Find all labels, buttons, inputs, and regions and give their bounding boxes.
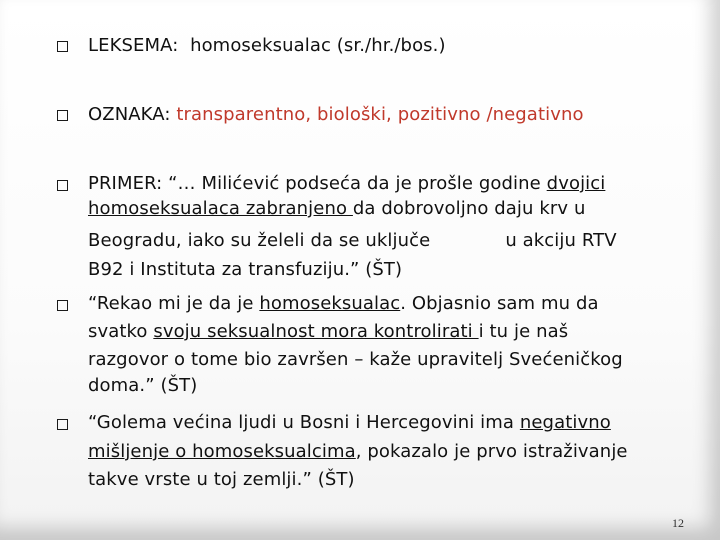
- quote3-line-1: [88, 412, 611, 434]
- bullet-square-icon: [57, 419, 68, 430]
- bullet-square-icon: [57, 41, 68, 52]
- bullet-square-icon: [57, 300, 68, 311]
- primer-line-3: [88, 230, 617, 252]
- underlined-text: homoseksualaca zabranjeno: [88, 198, 353, 219]
- text-span: B92 i Instituta za transfuziju.” (ŠT): [88, 259, 403, 280]
- quote2-line-1: [88, 293, 599, 315]
- bullet-square-icon: [57, 180, 68, 191]
- text-span: “Golema većina ljudi u Bosni i Hercegovini ima: [88, 412, 520, 433]
- underlined-text: mišljenje o homoseksualcima: [88, 441, 356, 462]
- quote3-line-2: [88, 441, 628, 463]
- bullet-leksema: [88, 35, 446, 57]
- page-number: 12: [672, 516, 684, 530]
- text-span: Beogradu, iako su želeli da se uključe: [88, 230, 431, 251]
- text-span: razgovor o tome bio završen – kaže upravitelj Svećeničkog: [88, 349, 623, 370]
- text-span: takve vrste u toj zemlji.” (ŠT): [88, 469, 355, 490]
- primer-line-2: [88, 198, 585, 220]
- leksema-label: LEKSEMA:: [88, 35, 179, 56]
- text-span: doma.” (ŠT): [88, 375, 198, 396]
- text-span: svatko: [88, 321, 154, 342]
- text-span: da dobrovoljno daju krv u: [352, 198, 586, 219]
- quote3-line-3: [88, 469, 355, 491]
- text-span: i tu je naš: [478, 321, 569, 342]
- leksema-value: homoseksualac (sr./hr./bos.): [190, 35, 446, 56]
- primer-line-4: [88, 259, 402, 281]
- text-span: PRIMER: “… Milićević podseća da je prošle godine: [88, 173, 547, 194]
- oznaka-value: transparentno, biološki, pozitivno /negativno: [176, 104, 584, 125]
- underlined-text: svoju seksualnost mora kontrolirati: [153, 321, 479, 342]
- underlined-text: dvojici: [546, 173, 606, 194]
- text-span: “Rekao mi je da je: [88, 293, 260, 314]
- bullet-oznaka: [88, 104, 584, 126]
- oznaka-label: OZNAKA:: [88, 104, 171, 125]
- text-span: . Objasnio sam mu da: [400, 293, 599, 314]
- bullet-square-icon: [57, 110, 68, 121]
- primer-line-1: [88, 173, 605, 195]
- underlined-text: homoseksualac: [259, 293, 401, 314]
- text-span: u akciju RTV: [505, 230, 617, 251]
- quote2-line-4: [88, 375, 197, 397]
- quote2-line-2: [88, 321, 568, 343]
- text-span: , pokazalo je prvo istraživanje: [355, 441, 628, 462]
- underlined-text: negativno: [519, 412, 611, 433]
- quote2-line-3: [88, 349, 623, 371]
